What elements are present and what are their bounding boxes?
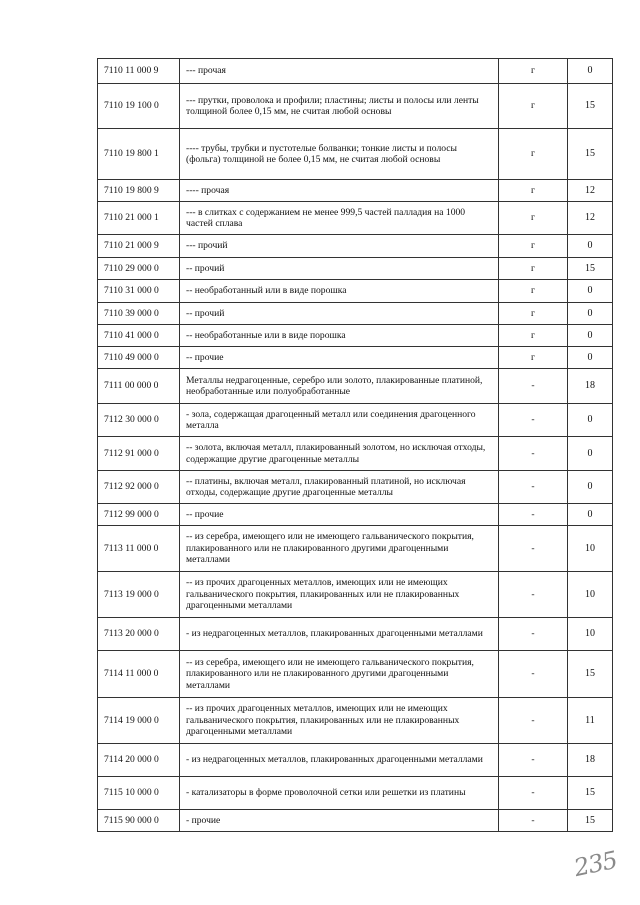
code-cell: 7112 99 000 0	[98, 504, 180, 526]
description-cell: - прочие	[180, 810, 499, 832]
code-cell: 7110 21 000 9	[98, 235, 180, 258]
rate-cell: 10	[568, 526, 613, 572]
code-cell: 7110 29 000 0	[98, 258, 180, 280]
description-cell: -- из прочих драгоценных металлов, имеющих или не имеющих гальванического покрытия, плакированных или не плакированных драгоценными металлами	[180, 698, 499, 744]
table-row	[98, 202, 613, 235]
code-cell: 7112 30 000 0	[98, 404, 180, 437]
table-row	[98, 471, 613, 504]
unit-cell: г	[499, 59, 568, 84]
description-cell: -- из серебра, имеющего или не имеющего гальванического покрытия, плакированного или не плакированного другими драгоценными металлами	[180, 651, 499, 698]
table-row	[98, 526, 613, 572]
description-cell: --- в слитках с содержанием не менее 999,5 частей палладия на 1000 частей сплава	[180, 202, 499, 235]
description-cell: Металлы недрагоценные, серебро или золото, плакированные платиной, необработанные или полуобработанные	[180, 369, 499, 404]
table-row	[98, 180, 613, 202]
rate-cell: 18	[568, 744, 613, 777]
rate-cell: 15	[568, 258, 613, 280]
code-cell: 7113 19 000 0	[98, 572, 180, 618]
rate-cell: 0	[568, 325, 613, 347]
rate-cell: 0	[568, 504, 613, 526]
code-cell: 7110 19 800 1	[98, 129, 180, 180]
rate-cell: 15	[568, 810, 613, 832]
description-cell: -- прочие	[180, 347, 499, 369]
code-cell: 7115 90 000 0	[98, 810, 180, 832]
table-row	[98, 325, 613, 347]
table-row	[98, 572, 613, 618]
table-row	[98, 777, 613, 810]
table-row	[98, 235, 613, 258]
code-cell: 7110 31 000 0	[98, 280, 180, 303]
rate-cell: 0	[568, 437, 613, 471]
code-cell: 7110 41 000 0	[98, 325, 180, 347]
unit-cell: г	[499, 258, 568, 280]
table-row	[98, 347, 613, 369]
rate-cell: 10	[568, 618, 613, 651]
code-cell: 7110 19 100 0	[98, 84, 180, 129]
unit-cell: -	[499, 618, 568, 651]
rate-cell: 0	[568, 303, 613, 325]
description-cell: -- золота, включая металл, плакированный золотом, но исключая отходы, содержащие другие драгоценные металлы	[180, 437, 499, 471]
rate-cell: 15	[568, 651, 613, 698]
description-cell: -- прочий	[180, 258, 499, 280]
description-cell: -- прочие	[180, 504, 499, 526]
table-row	[98, 59, 613, 84]
rate-cell: 15	[568, 84, 613, 129]
code-cell: 7113 11 000 0	[98, 526, 180, 572]
unit-cell: -	[499, 504, 568, 526]
rate-cell: 0	[568, 404, 613, 437]
unit-cell: -	[499, 777, 568, 810]
rate-cell: 0	[568, 347, 613, 369]
rate-cell: 0	[568, 280, 613, 303]
unit-cell: г	[499, 180, 568, 202]
tariff-table-body	[98, 59, 613, 832]
table-row	[98, 744, 613, 777]
rate-cell: 11	[568, 698, 613, 744]
unit-cell: г	[499, 235, 568, 258]
description-cell: - из недрагоценных металлов, плакированных драгоценными металлами	[180, 744, 499, 777]
code-cell: 7113 20 000 0	[98, 618, 180, 651]
description-cell: --- прочий	[180, 235, 499, 258]
description-cell: ---- трубы, трубки и пустотелые болванки; тонкие листы и полосы (фольга) толщиной не более 0,15 мм, не считая любой основы	[180, 129, 499, 180]
rate-cell: 12	[568, 180, 613, 202]
code-cell: 7114 19 000 0	[98, 698, 180, 744]
code-cell: 7114 20 000 0	[98, 744, 180, 777]
rate-cell: 0	[568, 59, 613, 84]
unit-cell: -	[499, 810, 568, 832]
unit-cell: -	[499, 404, 568, 437]
table-row	[98, 651, 613, 698]
table-row	[98, 303, 613, 325]
unit-cell: г	[499, 325, 568, 347]
unit-cell: -	[499, 369, 568, 404]
table-row	[98, 504, 613, 526]
unit-cell: г	[499, 280, 568, 303]
rate-cell: 0	[568, 471, 613, 504]
unit-cell: г	[499, 202, 568, 235]
description-cell: -- из серебра, имеющего или не имеющего гальванического покрытия, плакированного или не плакированного другими драгоценными металлами	[180, 526, 499, 572]
table-row	[98, 437, 613, 471]
unit-cell: г	[499, 303, 568, 325]
code-cell: 7115 10 000 0	[98, 777, 180, 810]
unit-cell: -	[499, 526, 568, 572]
table-row	[98, 369, 613, 404]
code-cell: 7110 19 800 9	[98, 180, 180, 202]
description-cell: ---- прочая	[180, 180, 499, 202]
description-cell: -- платины, включая металл, плакированный платиной, но исключая отходы, содержащие другие драгоценные металлы	[180, 471, 499, 504]
table-row	[98, 280, 613, 303]
rate-cell: 15	[568, 777, 613, 810]
description-cell: -- необработанный или в виде порошка	[180, 280, 499, 303]
rate-cell: 0	[568, 235, 613, 258]
unit-cell: -	[499, 572, 568, 618]
tariff-table	[97, 58, 613, 832]
code-cell: 7110 11 000 9	[98, 59, 180, 84]
code-cell: 7112 91 000 0	[98, 437, 180, 471]
unit-cell: г	[499, 129, 568, 180]
unit-cell: г	[499, 84, 568, 129]
description-cell: - зола, содержащая драгоценный металл или соединения драгоценного металла	[180, 404, 499, 437]
table-row	[98, 258, 613, 280]
handwritten-page-number: 235	[571, 845, 620, 883]
table-row	[98, 404, 613, 437]
rate-cell: 10	[568, 572, 613, 618]
rate-cell: 18	[568, 369, 613, 404]
table-row	[98, 810, 613, 832]
code-cell: 7110 39 000 0	[98, 303, 180, 325]
unit-cell: -	[499, 651, 568, 698]
rate-cell: 12	[568, 202, 613, 235]
description-cell: --- прутки, проволока и профили; пластины; листы и полосы или ленты толщиной более 0,15 мм, не считая любой основы	[180, 84, 499, 129]
description-cell: -- необработанные или в виде порошка	[180, 325, 499, 347]
rate-cell: 15	[568, 129, 613, 180]
unit-cell: -	[499, 471, 568, 504]
description-cell: -- прочий	[180, 303, 499, 325]
unit-cell: г	[499, 347, 568, 369]
unit-cell: -	[499, 437, 568, 471]
code-cell: 7111 00 000 0	[98, 369, 180, 404]
table-row	[98, 698, 613, 744]
table-row	[98, 618, 613, 651]
unit-cell: -	[499, 744, 568, 777]
code-cell: 7114 11 000 0	[98, 651, 180, 698]
code-cell: 7110 21 000 1	[98, 202, 180, 235]
description-cell: - из недрагоценных металлов, плакированных драгоценными металлами	[180, 618, 499, 651]
unit-cell: -	[499, 698, 568, 744]
description-cell: - катализаторы в форме проволочной сетки или решетки из платины	[180, 777, 499, 810]
code-cell: 7112 92 000 0	[98, 471, 180, 504]
table-row	[98, 129, 613, 180]
table-row	[98, 84, 613, 129]
description-cell: --- прочая	[180, 59, 499, 84]
code-cell: 7110 49 000 0	[98, 347, 180, 369]
description-cell: -- из прочих драгоценных металлов, имеющих или не имеющих гальванического покрытия, плакированных или не плакированных драгоценными металлами	[180, 572, 499, 618]
